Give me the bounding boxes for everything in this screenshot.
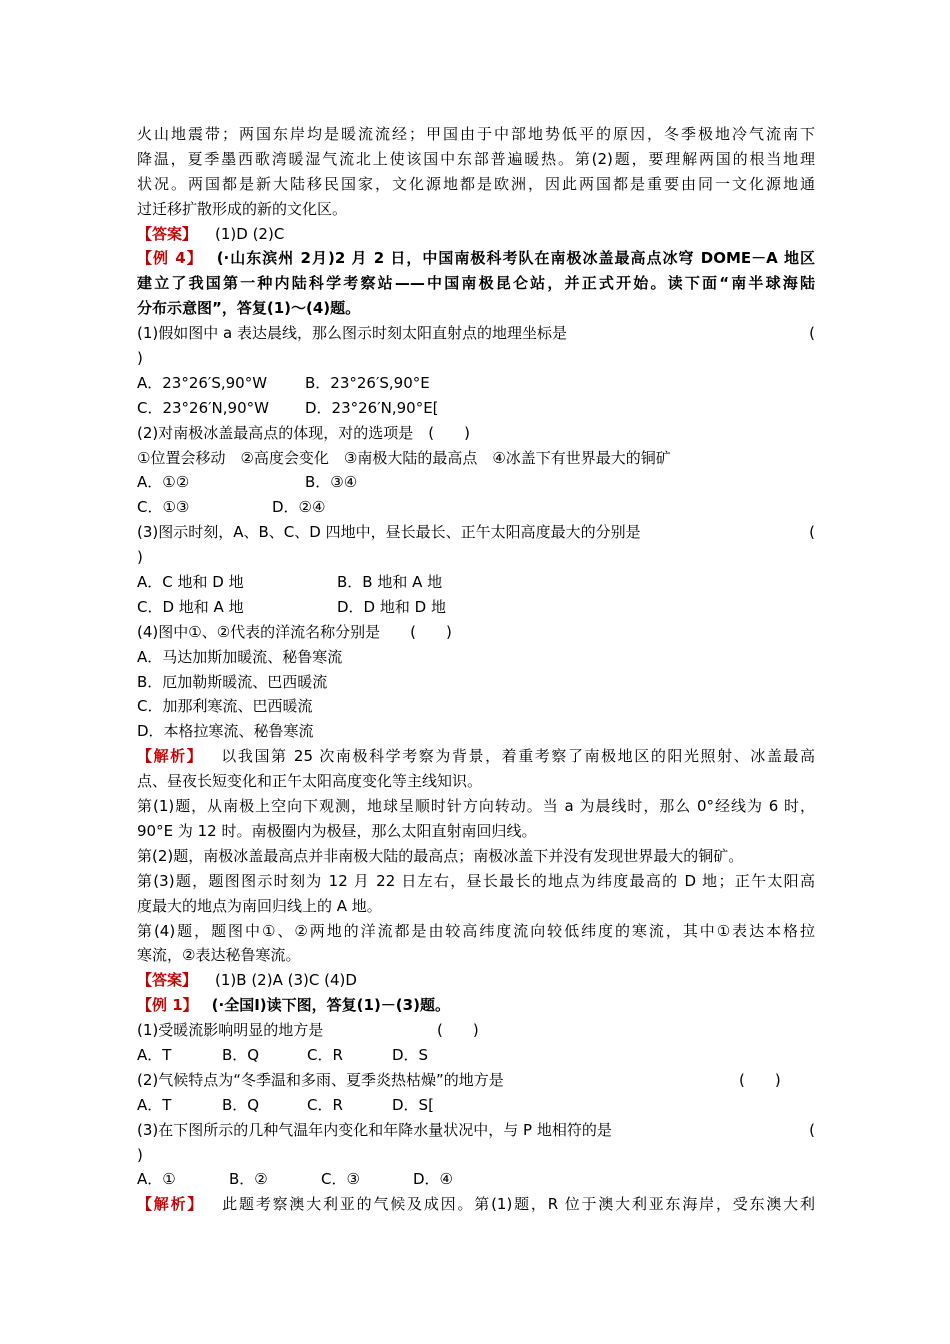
option: A．T: [137, 1045, 172, 1064]
example-1-heading: [137, 993, 815, 1018]
document-page: [137, 122, 815, 1217]
question-text: (1)受暖流影响明显的地方是: [137, 1021, 324, 1040]
option: B．Q: [222, 1045, 260, 1064]
answer-tag: 【答案】: [137, 971, 198, 990]
option: D．S: [392, 1045, 429, 1064]
option: A．T: [137, 1095, 172, 1114]
example-1-title: (·全国Ⅰ)读下图，答复(1)－(3)题。: [211, 996, 450, 1015]
analysis-line: 点、昼夜长短变化和正午太阳高度变化等主线知识。: [137, 772, 483, 791]
answer-line: [137, 222, 815, 247]
answer-paren: ( ): [739, 1070, 781, 1089]
question-2: [137, 1068, 815, 1093]
answer-text: (1)D (2)C: [215, 224, 285, 243]
analysis-tag: 【解析】: [137, 1195, 205, 1214]
option: C．加那利寒流、巴西暖流: [137, 697, 313, 716]
options-row: [137, 595, 815, 620]
example-4-line: 分布示意图”，答复(1)～(4)题。: [137, 299, 361, 318]
option: D．S[: [392, 1095, 434, 1114]
answer-paren: ( ): [437, 1021, 479, 1040]
options-row: [137, 396, 815, 421]
analysis-text: 以我国第 25 次南极科学考察为背景，着重考察了南极地区的阳光照射、冰盖最高: [221, 747, 815, 766]
question-text: (3)在下图所示的几种气温年内变化和年降水量状况中，与 P 地相符的是: [137, 1120, 612, 1139]
option: D．②④: [272, 498, 326, 517]
question-4: (4)图中①、②代表的洋流名称分别是 ( ): [137, 622, 452, 641]
options-row: [137, 495, 815, 520]
question-text: (1)假如图中 a 表达晨线，那么图示时刻太阳直射点的地理坐标是: [137, 324, 567, 343]
analysis-text: 此题考察澳大利亚的气候及成因。第(1)题，R 位于澳大利亚东海岸，受东澳大利: [222, 1195, 815, 1214]
analysis-line: [137, 744, 815, 769]
question-3: [137, 520, 815, 545]
answer-line: [137, 968, 815, 993]
answer-paren: (: [809, 324, 815, 343]
option: A．C 地和 D 地: [137, 573, 244, 592]
options-row: [137, 1093, 815, 1118]
question-text: (2)气候特点为“冬季温和多雨、夏季炎热枯燥”的地方是: [137, 1070, 504, 1089]
question-text: (3)图示时刻，A、B、C、D 四地中，昼长最长、正午太阳高度最大的分别是: [137, 523, 641, 542]
intro-line: 降温，夏季墨西歌湾暖湿气流北上使该国中东部普遍暖热。第(2)题，要理解两国的根当地理: [137, 149, 815, 168]
analysis-line: [137, 1192, 815, 1217]
option: C．③: [321, 1170, 360, 1189]
option: D．本格拉寒流、秘鲁寒流: [137, 722, 314, 741]
options-row: [137, 570, 815, 595]
option: B．Q: [222, 1095, 260, 1114]
analysis-line: 第(4)题，题图中①、②两地的洋流都是由较高纬度流向较低纬度的寒流，其中①表达本格拉: [137, 921, 815, 940]
option: D．23°26′N,90°E[: [305, 398, 439, 417]
example-4-line: (·山东滨州 2月)2 月 2 日，中国南极科考队在南极冰盖最高点冰穹 DOME－A 地区: [216, 249, 815, 268]
option: C．①③: [137, 498, 190, 517]
analysis-line: 度最大的地点为南回归线上的 A 地。: [137, 896, 382, 915]
answer-tag: 【答案】: [137, 224, 198, 243]
option: A．马达加斯加暖流、秘鲁寒流: [137, 647, 343, 666]
option: B．③④: [305, 473, 358, 492]
option: A．①: [137, 1170, 176, 1189]
intro-line: 过迁移扩散形成的新的文化区。: [137, 199, 348, 218]
option: D．④: [413, 1170, 453, 1189]
analysis-line: 第(2)题，南极冰盖最高点并非南极大陆的最高点；南极冰盖下并没有发现世界最大的铜矿。: [137, 846, 744, 865]
option: C．R: [307, 1095, 343, 1114]
example-4-line: 建立了我国第一种内陆科学考察站——中国南极昆仑站，并正式开始。读下面“南半球海陆: [137, 274, 815, 293]
intro-line: 火山地震带；两国东岸均是暖流流经；甲国由于中部地势低平的原因，冬季极地冷气流南下: [137, 125, 815, 143]
analysis-line: 90°E 为 12 时。南极圈内为极昼，那么太阳直射南回归线。: [137, 821, 537, 840]
answer-paren: (: [809, 1120, 815, 1139]
option: B．23°26′S,90°E: [305, 373, 430, 392]
analysis-line: 寒流，②表达秘鲁寒流。: [137, 946, 301, 965]
question-1: [137, 321, 815, 346]
analysis-line: 第(3)题，题图图示时刻为 12 月 22 日左右，昼长最长的地点为纬度最高的 D 地；正午太阳高: [137, 871, 815, 890]
options-row: [137, 371, 815, 396]
option: A．①②: [137, 473, 190, 492]
question-2: (2)对南极冰盖最高点的体现，对的选项是 ( ): [137, 423, 470, 442]
answer-text: (1)B (2)A (3)C (4)D: [215, 971, 357, 990]
options-row: [137, 1043, 815, 1068]
answer-paren-close: ): [137, 548, 143, 567]
option: B．②: [229, 1170, 268, 1189]
options-row: [137, 470, 815, 495]
analysis-line: 第(1)题，从南极上空向下观测，地球呈顺时针方向转动。当 a 为晨线时，那么 0°经线为 6 时，: [137, 797, 815, 816]
option: B．B 地和 A 地: [337, 573, 443, 592]
option: C．23°26′N,90°W: [137, 398, 269, 417]
option: D．D 地和 D 地: [337, 597, 446, 616]
intro-line: 状况。两国都是新大陆移民国家，文化源地都是欧洲，因此两国都是重要由同一文化源地通: [137, 174, 815, 193]
option: C．R: [307, 1045, 343, 1064]
question-2-items: ①位置会移动 ②高度会变化 ③南极大陆的最高点 ④冰盖下有世界最大的铜矿: [137, 448, 671, 467]
example-tag: 【例 1】: [137, 996, 198, 1015]
example-tag: 【例 4】: [137, 249, 203, 268]
option: B．厄加勒斯暖流、巴西暖流: [137, 672, 328, 691]
option: C．D 地和 A 地: [137, 597, 244, 616]
answer-paren-close: ): [137, 349, 143, 368]
option: A．23°26′S,90°W: [137, 373, 268, 392]
answer-paren-close: ): [137, 1145, 143, 1164]
question-3: [137, 1118, 815, 1143]
answer-paren: (: [809, 523, 815, 542]
options-row: [137, 1167, 815, 1192]
analysis-tag: 【解析】: [137, 747, 204, 766]
example-4-heading: [137, 246, 815, 271]
question-1: [137, 1018, 815, 1043]
